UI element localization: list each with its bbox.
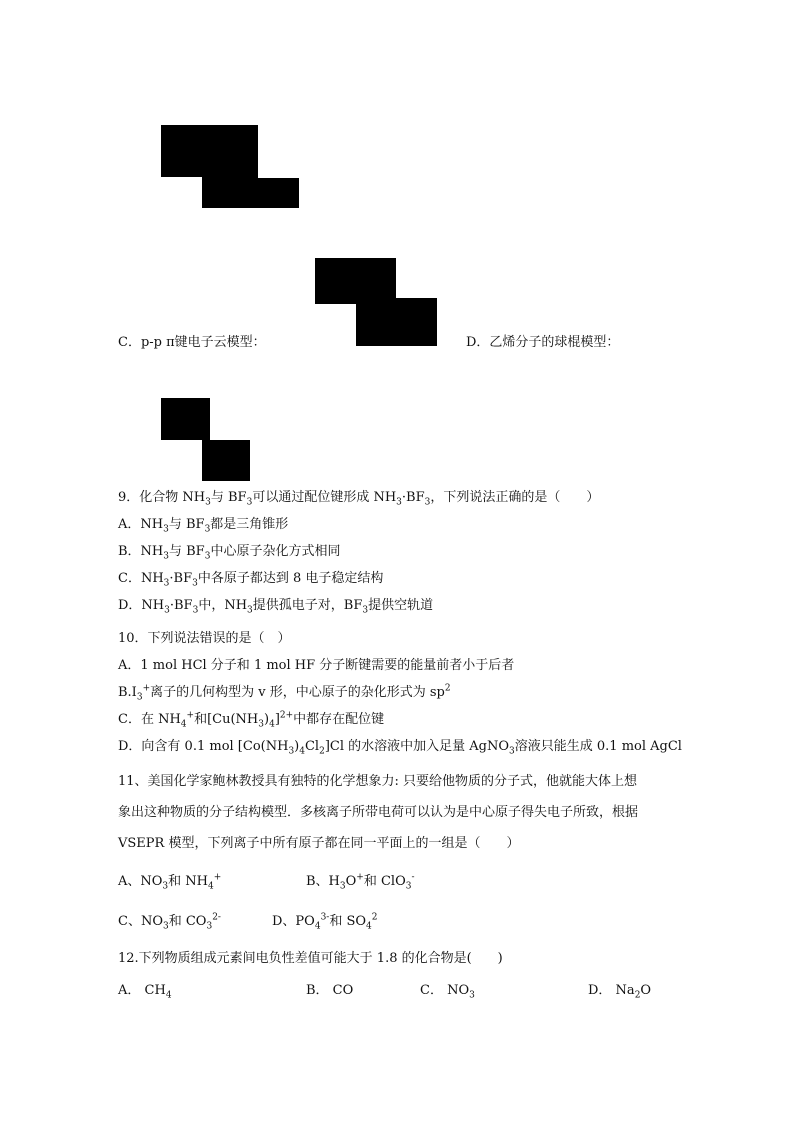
question-11-option-d: D、$PO_4^{3-}$和 $SO_4^2$ bbox=[272, 912, 378, 932]
figure-redaction-block bbox=[396, 298, 437, 346]
question-11-line-1: 11、美国化学家鲍林教授具有独特的化学想象力: 只要给他物质的分子式，他就能大体上想 bbox=[118, 774, 638, 789]
figure-redaction-block bbox=[202, 125, 258, 208]
question-11-line-2: 象出这种物质的分子结构模型．多核离子所带电荷可以认为是中心原子得失电子所致，根据 bbox=[118, 805, 639, 820]
question-10-option-d: D．向含有 0.1 mol $[Co(NH_3)_4Cl_2]Cl$ 的水溶液中加入足量 AgNO$_3$溶液只能生成 0.1 mol AgCl bbox=[118, 739, 682, 757]
figure-redaction-block bbox=[356, 298, 396, 346]
option-d-label: D．乙烯分子的球棍模型： bbox=[466, 335, 620, 350]
question-9-option-c: C．$NH_3\cdot BF_3$中各原子都达到 8 电子稳定结构 bbox=[118, 571, 384, 589]
question-11-option-b: B、$H_3O^+$和 ClO$_3$- bbox=[306, 872, 415, 892]
question-12-option-a: A． $CH_4$ bbox=[118, 983, 172, 1001]
question-9-option-b: B．$NH_3$与 $BF_3$中心原子杂化方式相同 bbox=[118, 544, 341, 562]
question-11-line-3: VSEPR 模型，下列离子中所有原子都在同一平面上的一组是（ ） bbox=[118, 836, 520, 851]
question-10-stem: 10．下列说法错误的是（ ） bbox=[118, 631, 291, 646]
figure-redaction-block bbox=[161, 125, 202, 177]
question-9-option-a: A．$NH_3$与 $BF_3$都是三角锥形 bbox=[118, 517, 289, 535]
question-12-option-b: B． CO bbox=[306, 983, 354, 998]
question-9-stem: 9．化合物 $NH_3$与 $BF_3$可以通过配位键形成 $NH_3\cdot BF_3$，下列说法正确的是（ ） bbox=[118, 490, 600, 508]
question-11-option-c: C、$NO_3$和 $CO_3^{2-}$ bbox=[118, 912, 221, 932]
figure-redaction-block bbox=[161, 398, 210, 440]
question-10-option-c: C．在 $NH_4^+$和$[Cu(NH_3)_4]^{2+}$中都存在配位键 bbox=[118, 710, 385, 730]
figure-redaction-block bbox=[258, 178, 299, 208]
question-9-option-d: D．$NH_3\cdot BF_3$中，$NH_3$提供孤电子对，$BF_3$提供空轨道 bbox=[118, 598, 434, 616]
option-c-label: C．p-p π键电子云模型： bbox=[118, 335, 266, 350]
question-10-option-b: $B.I_3^+$离子的几何构型为 v 形，中心原子的杂化形式为 $sp^2$ bbox=[118, 683, 451, 703]
question-12-stem: 12.下列物质组成元素间电负性差值可能大于 1.8 的化合物是( ) bbox=[118, 951, 503, 966]
question-11-option-a: A、$NO_3$和 $NH_4^+$ bbox=[118, 872, 222, 892]
question-10-option-a: A．1 mol HCl 分子和 1 mol HF 分子断键需要的能量前者小于后者 bbox=[118, 658, 515, 673]
question-12-option-d: D． $Na_2O$ bbox=[588, 983, 652, 1001]
question-12-option-c: C． $NO_3$ bbox=[420, 983, 475, 1001]
figure-redaction-block bbox=[202, 440, 250, 481]
